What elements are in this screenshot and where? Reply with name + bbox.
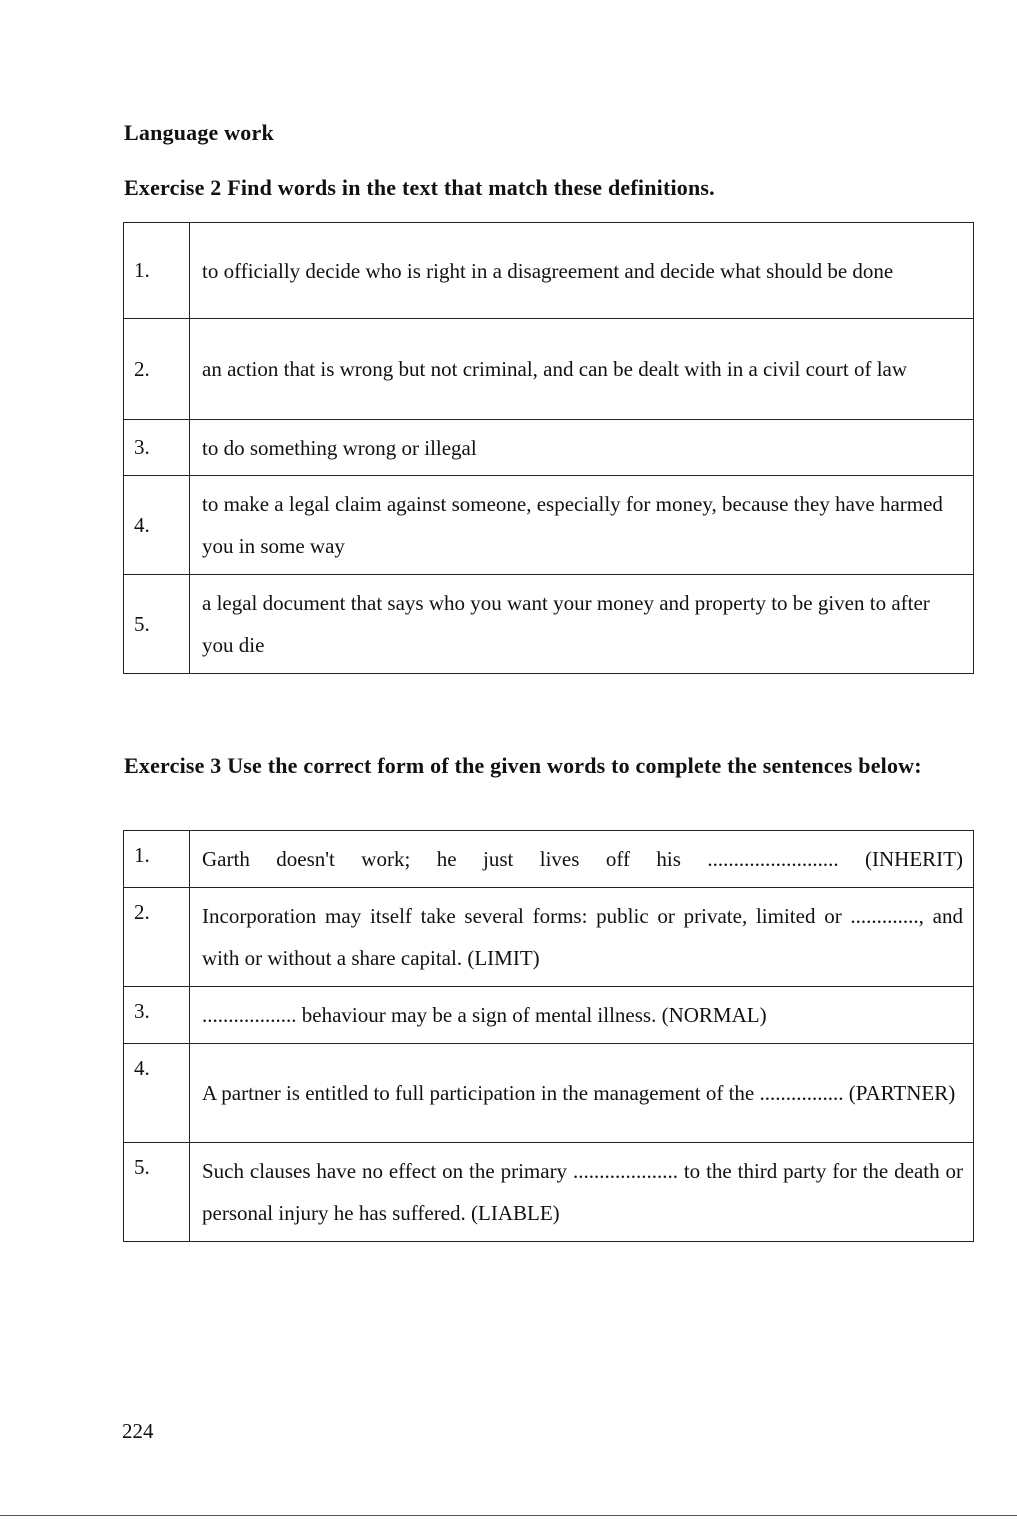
table-row [124,319,974,420]
row-number: 1. [124,223,190,319]
row-number: 2. [124,888,190,987]
exercise-3-title: Exercise 3 Use the correct form of the given words to complete the sentences below: [124,753,922,778]
definition-text: to do something wrong or illegal [190,420,974,476]
table-row [124,1044,974,1143]
definition-text: a legal document that says who you want your money and property to be given to after you die [190,575,974,674]
section-title: Language work [124,120,274,145]
table-row [124,575,974,674]
row-number: 4. [124,1044,190,1143]
row-number: 5. [124,1143,190,1242]
exercise-2-title: Exercise 2 Find words in the text that match these definitions. [124,175,715,200]
table-row [124,223,974,319]
table-row [124,831,974,888]
row-number: 5. [124,575,190,674]
definition-text: to make a legal claim against someone, especially for money, because they have harmed you in some way [190,476,974,575]
row-number: 4. [124,476,190,575]
definition-text: an action that is wrong but not criminal, and can be dealt with in a civil court of law [190,319,974,420]
exercise-2-table [123,222,974,674]
table-row [124,888,974,987]
row-number: 3. [124,987,190,1044]
page-number: 224 [122,1419,154,1443]
sentence-text: Such clauses have no effect on the primary .................... to the third party for the death or personal injury he has suffered. (LIABLE) [190,1143,974,1242]
table-row [124,476,974,575]
row-number: 2. [124,319,190,420]
sentence-text: Garth doesn't work; he just lives off his ......................... (INHERIT) [190,831,974,888]
table-row [124,987,974,1044]
sentence-text: .................. behaviour may be a sign of mental illness. (NORMAL) [190,987,974,1044]
definition-text: to officially decide who is right in a disagreement and decide what should be done [190,223,974,319]
table-row [124,420,974,476]
row-number: 3. [124,420,190,476]
row-number: 1. [124,831,190,888]
sentence-text: Incorporation may itself take several forms: public or private, limited or ............., and with or without a share capital. (LIMIT) [190,888,974,987]
exercise-3-table [123,830,974,1242]
bottom-rule [0,1515,1017,1516]
sentence-text: A partner is entitled to full participation in the management of the ................ (PARTNER) [190,1044,974,1143]
table-row [124,1143,974,1242]
